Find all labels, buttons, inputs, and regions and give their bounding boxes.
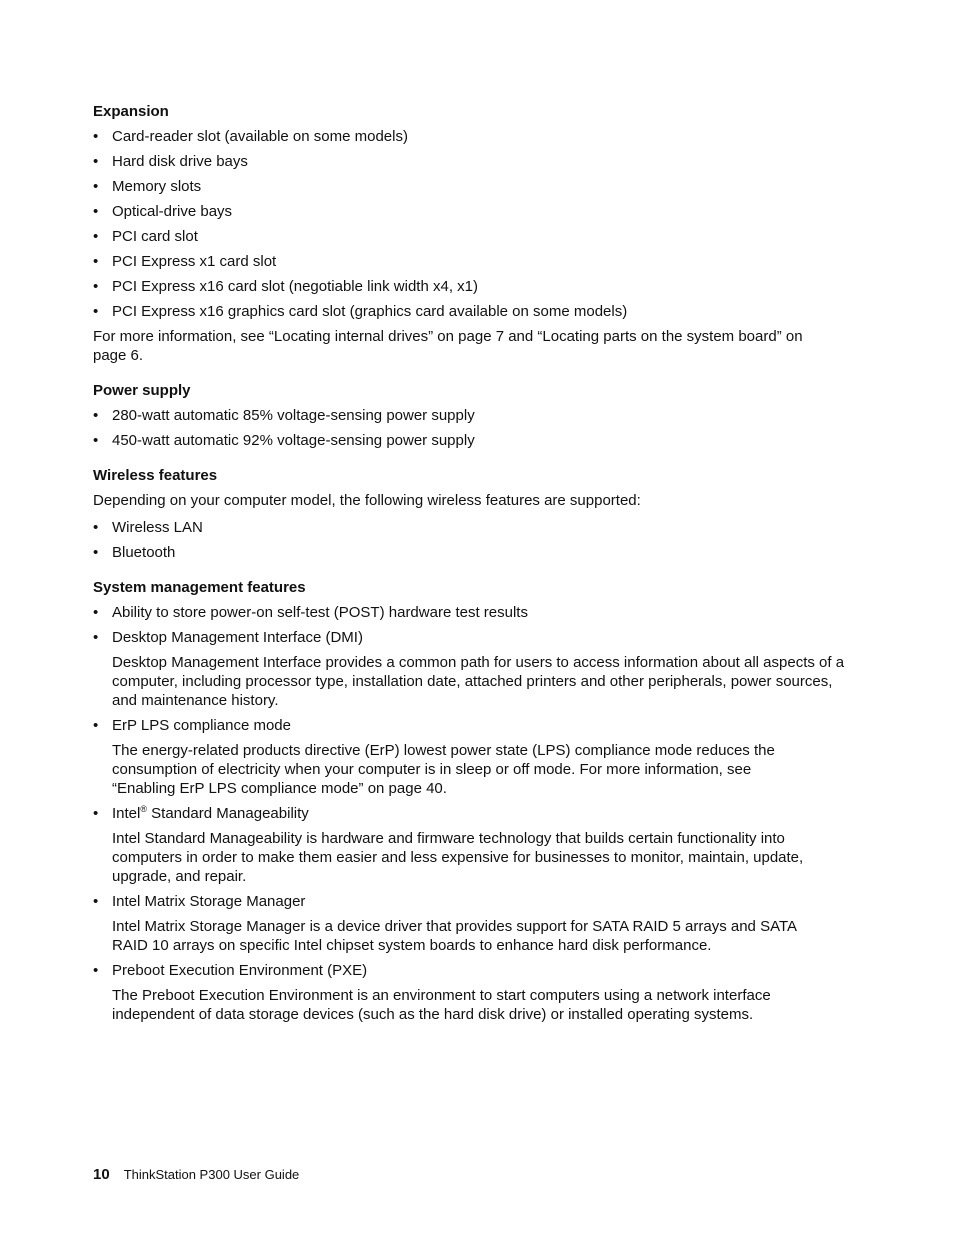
- management-list-2: [93, 716, 853, 735]
- page-content: [93, 102, 853, 1030]
- list-item: • Desktop Management Interface (DMI): [93, 628, 853, 647]
- list-item: • Intel Matrix Storage Manager: [93, 892, 853, 911]
- expansion-note: For more information, see “Locating internal drives” on page 7 and “Locating parts on the system board” on page 6.: [93, 328, 803, 364]
- expansion-heading: Expansion: [93, 103, 169, 120]
- management-heading: System management features: [93, 579, 306, 596]
- power-list: [93, 406, 853, 450]
- list-item: • Wireless LAN: [93, 518, 853, 537]
- list-item: • Hard disk drive bays: [93, 152, 853, 171]
- power-heading: Power supply: [93, 382, 191, 399]
- imsm-description: Intel Matrix Storage Manager is a device driver that provides support for SATA RAID 5 arrays and SATA RAID 10 arrays on specific Intel chipset system boards to enhance hard disk performance.: [112, 918, 797, 954]
- ism-description: Intel Standard Manageability is hardware and firmware technology that builds certain functionality into computers in order to make them easier and less expensive for businesses to monitor, maintain, update, upgrade, and repair.: [112, 830, 804, 885]
- expansion-section: [93, 102, 853, 365]
- page-footer: [93, 1165, 299, 1185]
- list-item: • PCI Express x16 card slot (negotiable link width x4, x1): [93, 277, 853, 296]
- list-item: • 280-watt automatic 85% voltage-sensing power supply: [93, 406, 853, 425]
- list-item: • Preboot Execution Environment (PXE): [93, 961, 853, 980]
- wireless-list: [93, 518, 853, 562]
- wireless-section: [93, 466, 853, 578]
- management-list: [93, 603, 853, 647]
- dmi-description: Desktop Management Interface provides a common path for users to access information about all aspects of a computer, including processor type, installation date, attached printers and other peripherals, power sources, and maintenance history.: [112, 654, 845, 709]
- list-item: • PCI Express x1 card slot: [93, 252, 853, 271]
- registered-mark: ®: [140, 804, 147, 814]
- erp-description: The energy-related products directive (ErP) lowest power state (LPS) compliance mode reduces the consumption of electricity when your computer is in sleep or off mode. For more information, see “Enabling ErP LPS compliance mode” on page 40.: [112, 742, 775, 797]
- wireless-heading: Wireless features: [93, 467, 218, 484]
- management-list-3: [93, 804, 853, 823]
- management-section: [93, 578, 853, 1024]
- expansion-list: [93, 127, 853, 321]
- list-item: • ErP LPS compliance mode: [93, 716, 853, 735]
- management-list-4: [93, 892, 853, 911]
- list-item: • Card-reader slot (available on some models): [93, 127, 853, 146]
- list-item: • Optical-drive bays: [93, 202, 853, 221]
- list-item: • Memory slots: [93, 177, 853, 196]
- manageability-text: Standard Manageability: [147, 805, 309, 822]
- list-item: • PCI Express x16 graphics card slot (graphics card available on some models): [93, 302, 853, 321]
- page-number: 10: [93, 1166, 110, 1183]
- power-section: [93, 381, 853, 466]
- pxe-description: The Preboot Execution Environment is an environment to start computers using a network interface independent of data storage devices (such as the hard disk drive) or installed operating systems.: [112, 987, 771, 1023]
- list-item: • Bluetooth: [93, 543, 853, 562]
- wireless-intro: Depending on your computer model, the following wireless features are supported:: [93, 492, 641, 509]
- list-item: • Ability to store power-on self-test (POST) hardware test results: [93, 603, 853, 622]
- management-list-5: [93, 961, 853, 980]
- list-item: [93, 804, 853, 823]
- document-title: ThinkStation P300 User Guide: [123, 1167, 300, 1182]
- list-item: • PCI card slot: [93, 227, 853, 246]
- intel-text: Intel: [112, 805, 141, 822]
- list-item: • 450-watt automatic 92% voltage-sensing power supply: [93, 431, 853, 450]
